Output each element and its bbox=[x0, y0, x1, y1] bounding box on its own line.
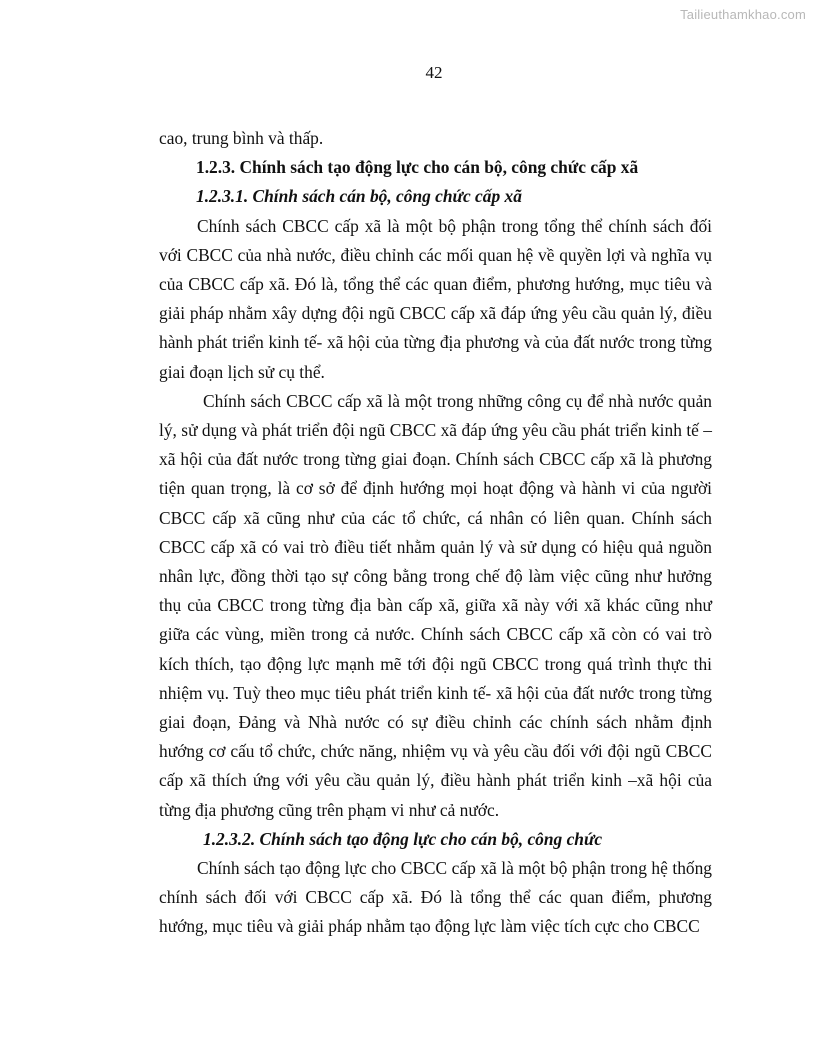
document-body bbox=[159, 124, 712, 942]
watermark-text: Tailieuthamkhao.com bbox=[680, 7, 806, 22]
subsection-heading-1-2-3-2: 1.2.3.2. Chính sách tạo động lực cho cán bộ, công chức bbox=[203, 828, 603, 849]
page-number: 42 bbox=[425, 63, 443, 82]
paragraph-1: Chính sách CBCC cấp xã là một bộ phận trong tổng thể chính sách đối với CBCC của nhà nước, điều chỉnh các mối quan hệ về quyền lợi và nghĩa vụ của CBCC cấp xã. Đó là, tổng thể các quan điểm, phương hướng, mục tiêu và giải pháp nhằm xây dựng đội ngũ CBCC cấp xã đáp ứng yêu cầu quản lý, điều hành phát triển kinh tế- xã hội của từng địa phương và của đất nước trong từng giai đoạn lịch sử cụ thể. bbox=[159, 215, 712, 382]
paragraph-3: Chính sách tạo động lực cho CBCC cấp xã là một bộ phận trong hệ thống chính sách đối với CBCC cấp xã. Đó là tổng thể các quan điểm, phương hướng, mục tiêu và giải pháp nhằm tạo động lực làm việc tích cực cho CBCC bbox=[159, 858, 712, 937]
paragraph-continuation: cao, trung bình và thấp. bbox=[159, 128, 324, 148]
section-heading-1-2-3: 1.2.3. Chính sách tạo động lực cho cán bộ, công chức cấp xã bbox=[196, 157, 639, 178]
paragraph-2: Chính sách CBCC cấp xã là một trong những công cụ để nhà nước quản lý, sử dụng và phát triển đội ngũ CBCC xã đáp ứng yêu cầu phát triển kinh tế –xã hội của đất nước trong từng giai đoạn. Chính sách CBCC cấp xã là phương tiện quan trọng, là cơ sở để định hướng mọi hoạt động và hành vi của người CBCC cấp xã cũng như của các tổ chức, cá nhân có liên quan. Chính sách CBCC cấp xã có vai trò điều tiết nhằm quản lý và sử dụng có hiệu quả nguồn nhân lực, đồng thời tạo sự công bằng trong chế độ làm việc cũng như hưởng thụ của CBCC trong từng địa bàn cấp xã, giữa xã này với xã khác cũng như giữa các vùng, miền trong cả nước. Chính sách CBCC cấp xã còn có vai trò kích thích, tạo động lực mạnh mẽ tới đội ngũ CBCC trong quá trình thực thi nhiệm vụ. Tuỳ theo mục tiêu phát triển kinh tế- xã hội của đất nước trong từng giai đoạn, Đảng và Nhà nước có sự điều chỉnh các chính sách nhằm định hướng cơ cấu tổ chức, chức năng, nhiệm vụ và yêu cầu đối với đội ngũ CBCC cấp xã thích ứng với yêu cầu quản lý, điều hành phát triển kinh –xã hội của từng địa phương cũng trên phạm vi như cả nước. bbox=[159, 390, 712, 820]
subsection-heading-1-2-3-1: 1.2.3.1. Chính sách cán bộ, công chức cấp xã bbox=[196, 186, 522, 207]
